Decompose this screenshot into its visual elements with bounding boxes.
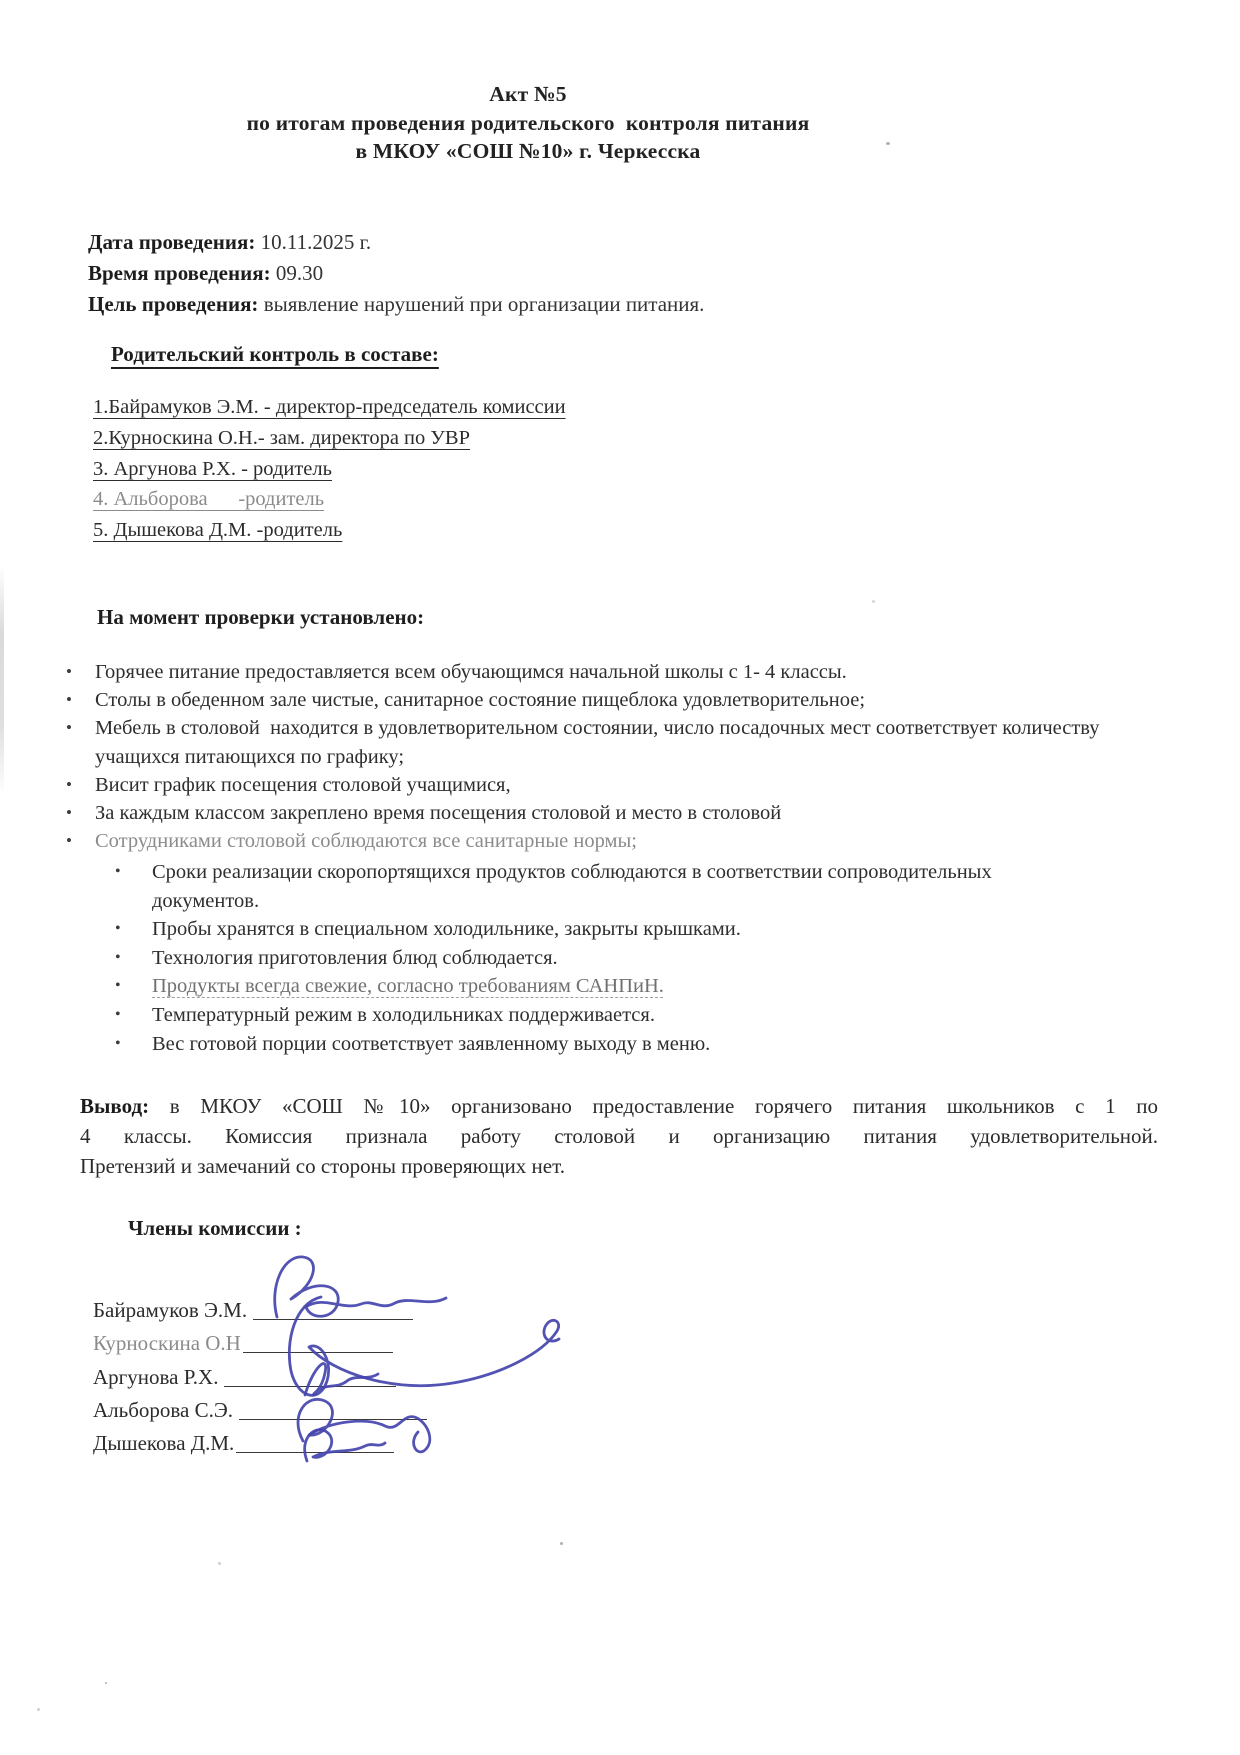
conclusion-line-2: 4 классы. Комиссия признала работу столовой и организацию питания удовлетворительной.: [80, 1124, 1158, 1148]
meta-label-purpose: Цель проведения:: [88, 292, 259, 316]
signatory-name-4: Альборова С.Э.: [93, 1397, 233, 1422]
meta-row-purpose: [88, 289, 704, 320]
meta-value-time: 09.30: [275, 261, 324, 285]
scan-speck: [886, 142, 890, 145]
findings-list: [95, 658, 1105, 855]
sub-finding-item-1: • Сроки реализации скоропортящихся продуктов соблюдаются в соответствии сопроводительных документов.: [152, 858, 1012, 915]
signature-line-3: [224, 1386, 396, 1387]
signature-row-5: [93, 1423, 427, 1456]
committee-member-4: 4. Альборова -родитель: [93, 488, 325, 511]
committee-member-1: 1.Байрамуков Э.М. - директор-председатель комиссии: [93, 396, 566, 418]
meta-label-date: Дата проведения:: [88, 230, 256, 254]
signature-line-4: [239, 1419, 427, 1420]
committee-member-2: 2.Курноскина О.Н.- зам. директора по УВР: [93, 426, 470, 449]
sub-finding-item-5: • Температурный режим в холодильниках поддерживается.: [152, 1001, 1012, 1030]
meta-value-purpose: выявление нарушений при организации питания.: [263, 292, 705, 316]
finding-item-6: • Сотрудниками столовой соблюдаются все санитарные нормы;: [95, 827, 1105, 855]
sub-finding-item-4: • Продукты всегда свежие, согласно требованиям САНПиН.: [152, 972, 1012, 1001]
signatory-name-1: Байрамуков Э.М.: [93, 1298, 248, 1323]
meta-block: [88, 227, 704, 320]
sub-finding-item-2: • Пробы хранятся в специальном холодильнике, закрыты крышками.: [152, 915, 1012, 944]
signature-row-1: [93, 1290, 427, 1323]
signatory-name-5: Дышекова Д.М.: [93, 1430, 235, 1455]
sub-findings-list: [152, 858, 1012, 1058]
committee-list: [93, 392, 566, 546]
conclusion-line-3: Претензий и замечаний со стороны проверяющих нет.: [80, 1154, 565, 1178]
signatory-name-3: Аргунова Р.Х.: [93, 1364, 219, 1389]
finding-item-2: • Столы в обеденном зале чистые, санитарное состояние пищеблока удовлетворительное;: [95, 686, 1105, 714]
signature-row-2: [93, 1323, 427, 1356]
document-title: [78, 80, 978, 166]
conclusion-paragraph: [80, 1091, 1158, 1181]
scan-speck: [218, 1562, 221, 1565]
conclusion-label: Вывод:: [80, 1094, 150, 1118]
sub-finding-item-3: • Технология приготовления блюд соблюдается.: [152, 944, 1012, 973]
committee-heading: Родительский контроль в составе:: [111, 342, 439, 366]
finding-item-4: • Висит график посещения столовой учащимися,: [95, 771, 1105, 799]
finding-item-1: • Горячее питание предоставляется всем обучающимся начальной школы с 1- 4 классы.: [95, 658, 1105, 686]
finding-item-5: • За каждым классом закреплено время посещения столовой и место в столовой: [95, 799, 1105, 827]
signature-line-5: [236, 1452, 394, 1453]
scan-speck: [37, 1708, 40, 1711]
title-line-school: в МКОУ «СОШ №10» г. Черкесска: [355, 139, 701, 163]
signature-block: [93, 1290, 427, 1456]
conclusion-line-1: Вывод: в МКОУ «СОШ №10» организовано предоставление горячего питания школьников с 1 по: [80, 1094, 1158, 1118]
signatory-name-2: Курноскина О.Н: [93, 1331, 241, 1356]
meta-value-date: 10.11.2025 г.: [260, 230, 372, 254]
findings-heading: На момент проверки установлено:: [97, 605, 425, 629]
meta-row-time: [88, 258, 704, 289]
meta-label-time: Время проведения:: [88, 261, 271, 285]
finding-item-3: • Мебель в столовой находится в удовлетворительном состоянии, число посадочных мест соответствует количеству учащихся питающихся по графику;: [95, 714, 1105, 770]
members-heading: Члены комиссии :: [128, 1216, 302, 1240]
scan-edge-artifact: [0, 565, 4, 795]
scan-speck: [105, 1682, 107, 1684]
signature-line-2: [243, 1352, 393, 1353]
scan-speck: [872, 600, 875, 603]
committee-member-3: 3. Аргунова Р.Х. - родитель: [93, 457, 332, 480]
scan-speck: [560, 1542, 563, 1545]
title-line-subject: по итогам проведения родительского контроля питания: [246, 110, 810, 135]
sub-finding-item-6: • Вес готовой порции соответствует заявленному выходу в меню.: [152, 1030, 1012, 1059]
signature-row-3: [93, 1356, 427, 1389]
committee-member-5: 5. Дышекова Д.М. -родитель: [93, 519, 343, 542]
title-line-act-number: Акт №5: [489, 82, 567, 106]
meta-row-date: [88, 227, 704, 258]
signature-row-4: [93, 1390, 427, 1423]
signature-line-1: [253, 1319, 413, 1320]
